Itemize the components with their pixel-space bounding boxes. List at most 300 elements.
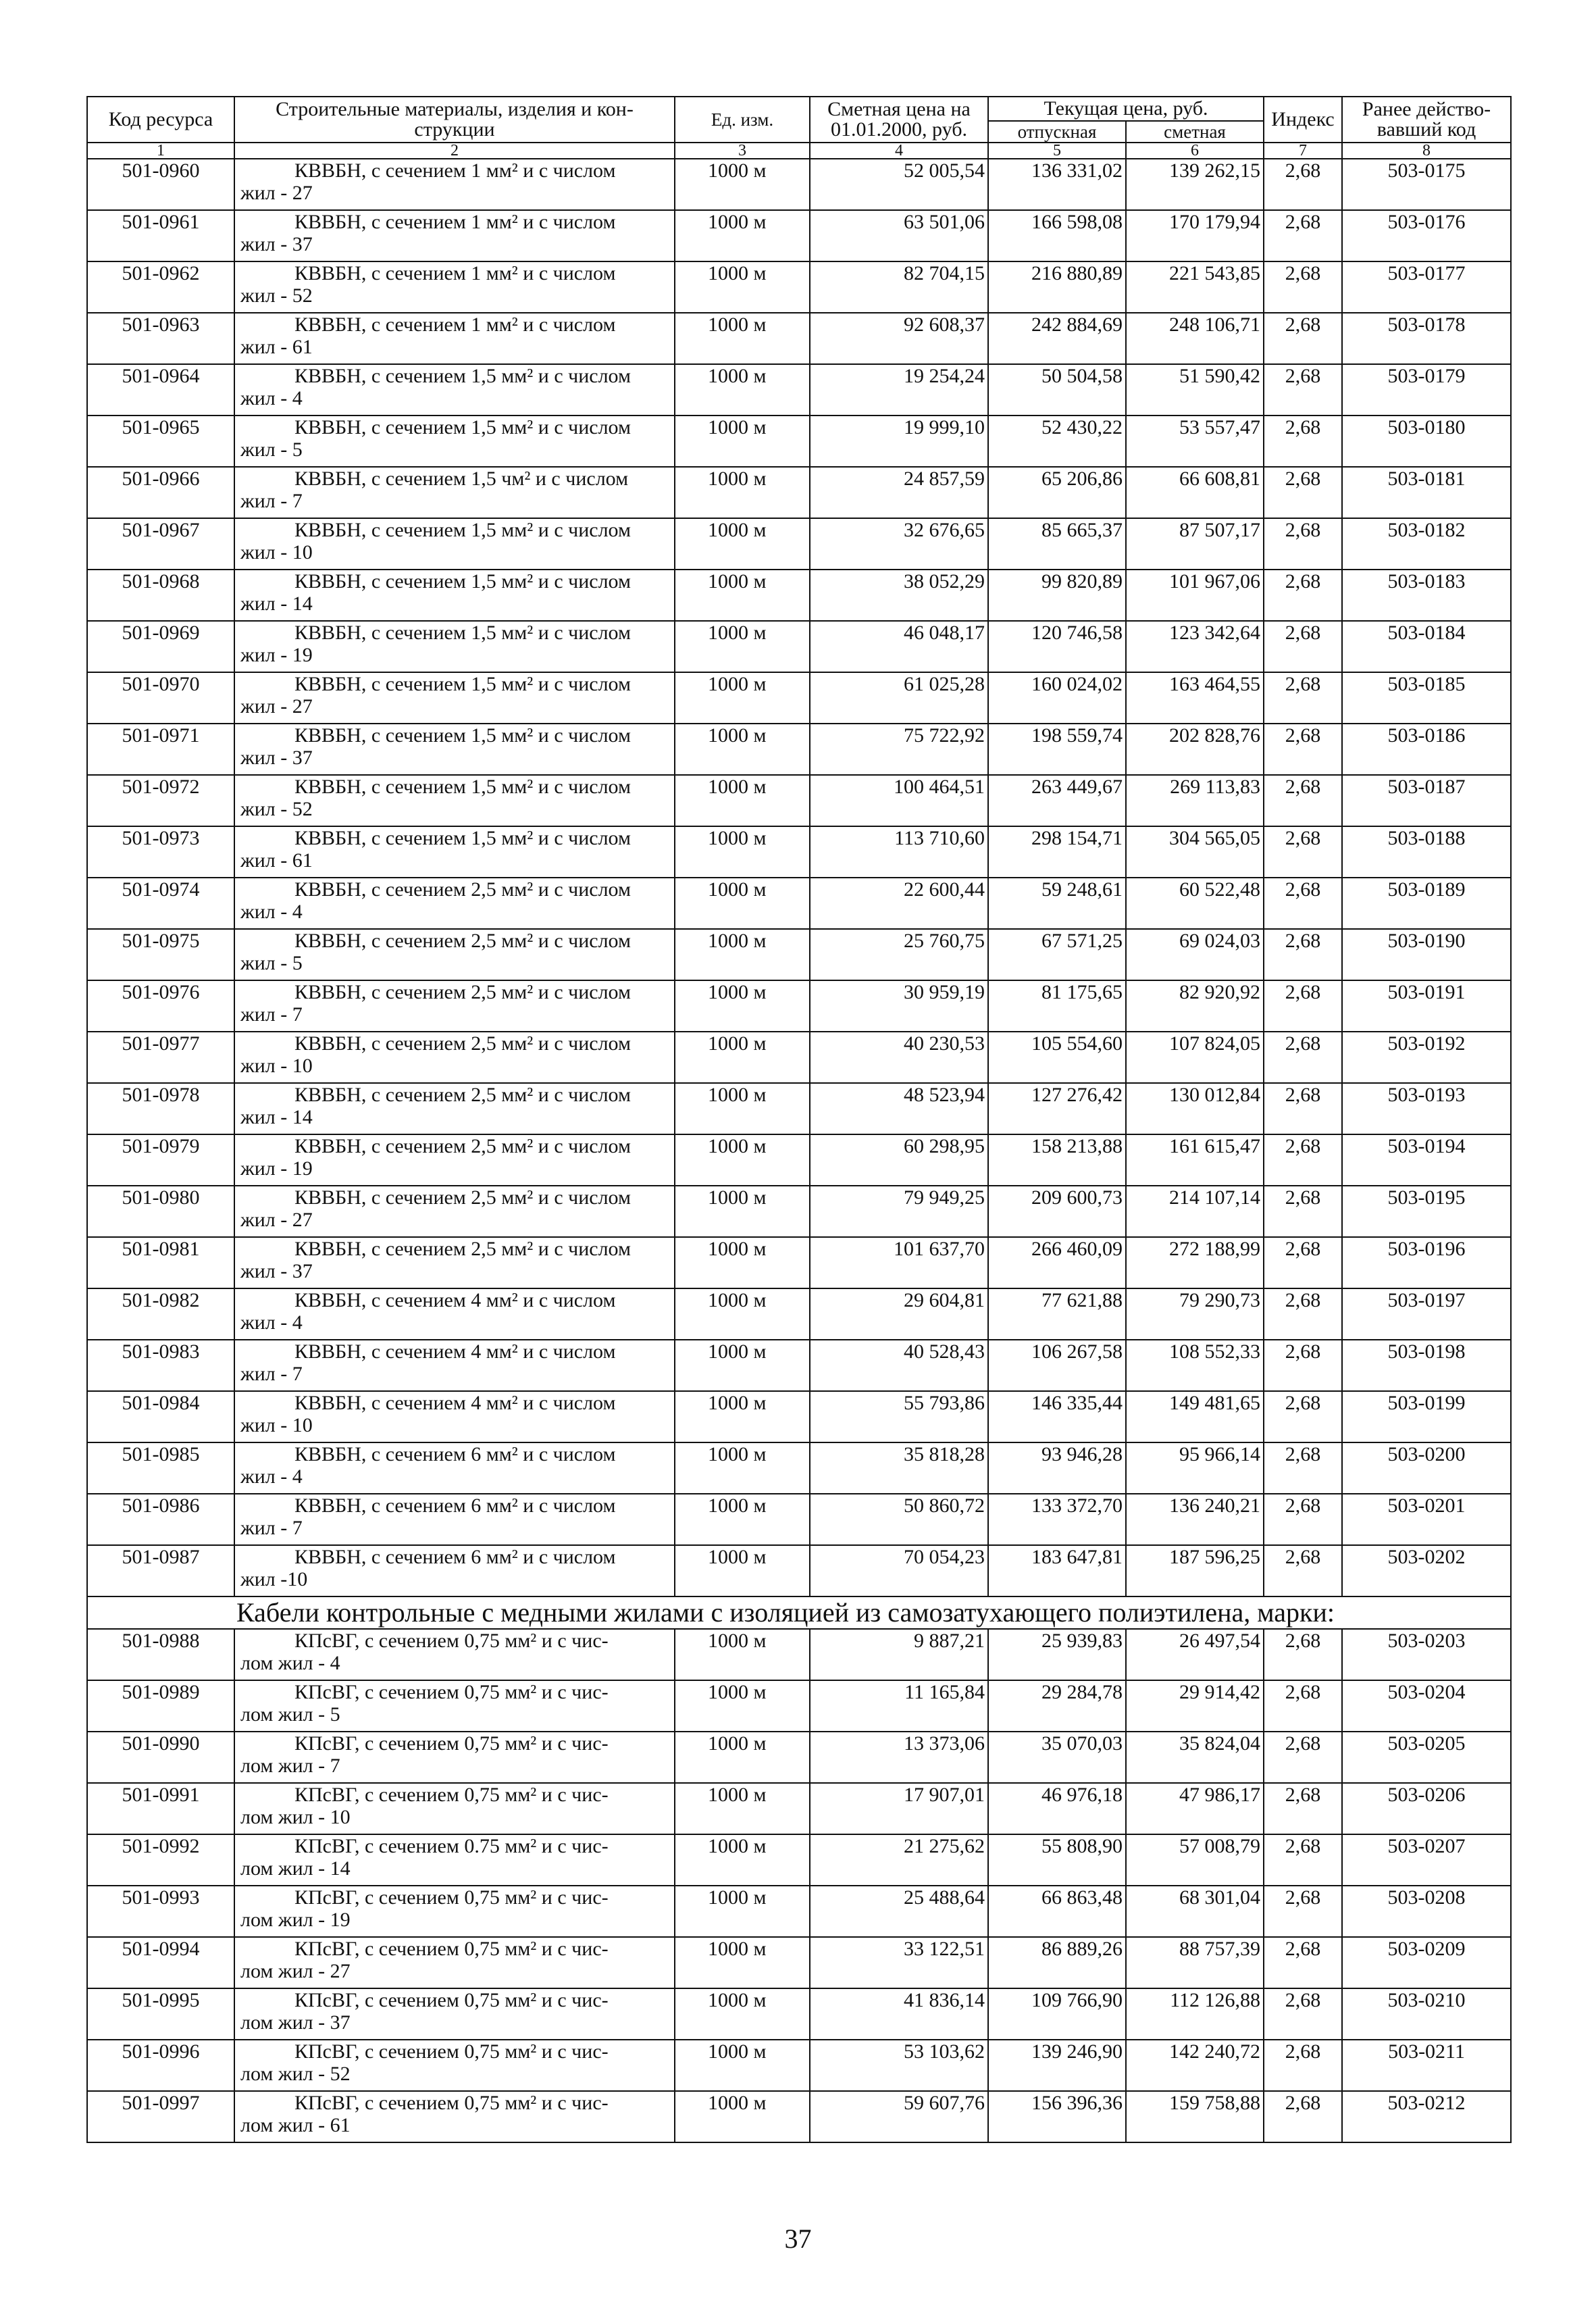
previous-code: 503-0178 [1342,313,1511,364]
release-price: 50 504,58 [988,364,1126,416]
material-name-line2: жил - 27 [240,1209,313,1231]
price-index: 2,68 [1264,2040,1342,2091]
price-table [86,96,1512,2143]
resource-code: 501-0965 [87,416,234,467]
unit: 1000 м [675,1783,810,1834]
price-index: 2,68 [1264,878,1342,929]
table-row [87,775,1511,826]
previous-code: 503-0195 [1342,1186,1511,1237]
section-row [87,1596,1511,1629]
material-name-line2: лом жил - 52 [240,2063,351,2085]
material-name [234,1391,675,1442]
previous-code: 503-0204 [1342,1680,1511,1732]
material-name-line1: КВВБН, с сечением 1,5 мм² и с числом [294,776,631,798]
material-name-line1: КВВБН, с сечением 6 мм² и с числом [294,1443,616,1465]
price-2000: 61 025,28 [810,672,988,724]
material-name-line1: КВВБН, с сечением 1,5 мм² и с числом [294,724,631,747]
column-number: 2 [234,143,675,159]
unit: 1000 м [675,570,810,621]
material-name [234,724,675,775]
price-index: 2,68 [1264,313,1342,364]
table-row [87,1937,1511,1988]
material-name-line1: КПсВГ, с сечением 0,75 мм² и с чис- [294,1630,609,1652]
material-name-line2: лом жил - 5 [240,1703,340,1726]
price-2000: 17 907,01 [810,1783,988,1834]
table-row [87,210,1511,261]
price-2000: 11 165,84 [810,1680,988,1732]
price-index: 2,68 [1264,210,1342,261]
header-estimate-price: сметная [1126,121,1264,143]
estimate-price: 130 012,84 [1126,1083,1264,1134]
table-row [87,1442,1511,1494]
resource-code: 501-0976 [87,980,234,1032]
price-2000: 113 710,60 [810,826,988,878]
previous-code: 503-0202 [1342,1545,1511,1596]
material-name [234,1083,675,1134]
resource-code: 501-0977 [87,1032,234,1083]
resource-code: 501-0993 [87,1886,234,1937]
material-name-line2: лом жил - 61 [240,2114,351,2136]
unit: 1000 м [675,1937,810,1988]
price-table-container [86,96,1510,2143]
table-row [87,2091,1511,2142]
price-2000: 100 464,51 [810,775,988,826]
release-price: 81 175,65 [988,980,1126,1032]
resource-code: 501-0979 [87,1134,234,1186]
price-index: 2,68 [1264,1288,1342,1340]
price-2000: 24 857,59 [810,467,988,518]
release-price: 160 024,02 [988,672,1126,724]
resource-code: 501-0961 [87,210,234,261]
estimate-price: 112 126,88 [1126,1988,1264,2040]
material-name [234,1032,675,1083]
material-name [234,416,675,467]
unit: 1000 м [675,1134,810,1186]
price-2000: 30 959,19 [810,980,988,1032]
material-name-line2: жил - 61 [240,849,313,872]
material-name-line2: лом жил - 14 [240,1857,351,1880]
resource-code: 501-0983 [87,1340,234,1391]
resource-code: 501-0973 [87,826,234,878]
estimate-price: 269 113,83 [1126,775,1264,826]
unit: 1000 м [675,518,810,570]
material-name-line1: КВВБН, с сечением 2,5 мм² и с числом [294,1238,631,1260]
unit: 1000 м [675,313,810,364]
price-index: 2,68 [1264,929,1342,980]
material-name-line1: КВВБН, с сечением 1 мм² и с числом [294,313,616,336]
price-index: 2,68 [1264,980,1342,1032]
price-2000: 38 052,29 [810,570,988,621]
header-price-2000: Сметная цена на 01.01.2000, руб. [810,97,988,143]
material-name-line2: жил - 7 [240,490,303,512]
material-name-line1: КВВБН, с сечением 2,5 мм² и с числом [294,1032,631,1055]
material-name-line1: КПсВГ, с сечением 0,75 мм² и с чис- [294,1886,609,1909]
material-name-line2: жил - 14 [240,593,313,615]
material-name [234,1134,675,1186]
previous-code: 503-0209 [1342,1937,1511,1988]
material-name-line2: жил - 7 [240,1003,303,1026]
price-2000: 29 604,81 [810,1288,988,1340]
release-price: 139 246,90 [988,2040,1126,2091]
estimate-price: 272 188,99 [1126,1237,1264,1288]
resource-code: 501-0972 [87,775,234,826]
estimate-price: 35 824,04 [1126,1732,1264,1783]
resource-code: 501-0997 [87,2091,234,2142]
unit: 1000 м [675,929,810,980]
release-price: 109 766,90 [988,1988,1126,2040]
table-row [87,1288,1511,1340]
release-price: 86 889,26 [988,1937,1126,1988]
price-2000: 92 608,37 [810,313,988,364]
unit: 1000 м [675,2091,810,2142]
price-2000: 13 373,06 [810,1732,988,1783]
table-row [87,672,1511,724]
price-index: 2,68 [1264,1988,1342,2040]
table-row [87,1083,1511,1134]
table-row [87,313,1511,364]
previous-code: 503-0187 [1342,775,1511,826]
material-name-line1: КВВБН, с сечением 2,5 мм² и с числом [294,1084,631,1106]
column-number: 5 [988,143,1126,159]
material-name-line2: лом жил - 27 [240,1960,351,1982]
previous-code: 503-0193 [1342,1083,1511,1134]
header-index: Индекс [1264,97,1342,143]
previous-code: 503-0197 [1342,1288,1511,1340]
resource-code: 501-0986 [87,1494,234,1545]
material-name-line1: КВВБН, с сечением 1 мм² и с числом [294,262,616,284]
material-name-line2: жил - 37 [240,233,313,255]
release-price: 46 976,18 [988,1783,1126,1834]
estimate-price: 202 828,76 [1126,724,1264,775]
header-previous-code: Ранее действо-вавший код [1342,97,1511,143]
estimate-price: 108 552,33 [1126,1340,1264,1391]
unit: 1000 м [675,878,810,929]
estimate-price: 161 615,47 [1126,1134,1264,1186]
material-name-line2: жил - 4 [240,387,303,409]
estimate-price: 149 481,65 [1126,1391,1264,1442]
unit: 1000 м [675,1886,810,1937]
material-name-line1: КПсВГ, с сечением 0,75 мм² и с чис- [294,1938,609,1960]
resource-code: 501-0963 [87,313,234,364]
material-name-line1: КВВБН, с сечением 2,5 мм² и с числом [294,1186,631,1209]
price-index: 2,68 [1264,1494,1342,1545]
release-price: 183 647,81 [988,1545,1126,1596]
price-2000: 59 607,76 [810,2091,988,2142]
previous-code: 503-0203 [1342,1629,1511,1680]
unit: 1000 м [675,621,810,672]
price-2000: 63 501,06 [810,210,988,261]
release-price: 25 939,83 [988,1629,1126,1680]
material-name-line2: жил - 14 [240,1106,313,1128]
table-body [87,159,1511,2142]
estimate-price: 304 565,05 [1126,826,1264,878]
release-price: 55 808,90 [988,1834,1126,1886]
page-number: 37 [784,2223,812,2254]
unit: 1000 м [675,467,810,518]
resource-code: 501-0968 [87,570,234,621]
estimate-price: 142 240,72 [1126,2040,1264,2091]
estimate-price: 57 008,79 [1126,1834,1264,1886]
material-name-line2: жил - 5 [240,952,303,974]
material-name-line2: жил - 10 [240,1414,313,1436]
previous-code: 503-0186 [1342,724,1511,775]
material-name-line2: жил - 37 [240,747,313,769]
column-numbers-row [87,143,1511,159]
material-name-line2: жил - 7 [240,1363,303,1385]
table-row [87,518,1511,570]
material-name-line2: лом жил - 37 [240,2011,351,2034]
table-row [87,1340,1511,1391]
material-name [234,1237,675,1288]
material-name [234,467,675,518]
price-index: 2,68 [1264,1783,1342,1834]
price-index: 2,68 [1264,826,1342,878]
material-name-line1: КВВБН, с сечением 6 мм² и с числом [294,1546,616,1568]
unit: 1000 м [675,1680,810,1732]
material-name-line2: жил - 27 [240,182,313,204]
previous-code: 503-0208 [1342,1886,1511,1937]
previous-code: 503-0179 [1342,364,1511,416]
table-row [87,826,1511,878]
previous-code: 503-0206 [1342,1783,1511,1834]
release-price: 133 372,70 [988,1494,1126,1545]
material-name-line2: жил - 10 [240,541,313,563]
price-index: 2,68 [1264,1134,1342,1186]
price-2000: 33 122,51 [810,1937,988,1988]
material-name-line1: КВВБН, с сечением 1,5 мм² и с числом [294,622,631,644]
estimate-price: 214 107,14 [1126,1186,1264,1237]
release-price: 146 335,44 [988,1391,1126,1442]
material-name-line2: жил - 27 [240,695,313,718]
section-title: Кабели контрольные с медными жилами с изоляцией из самозатухающего полиэтилена, марки: [87,1596,1511,1629]
material-name [234,1988,675,2040]
price-index: 2,68 [1264,1886,1342,1937]
material-name-line2: жил - 19 [240,1157,313,1180]
previous-code: 503-0199 [1342,1391,1511,1442]
material-name-line2: жил - 4 [240,901,303,923]
resource-code: 501-0995 [87,1988,234,2040]
material-name [234,1680,675,1732]
material-name [234,1783,675,1834]
previous-code: 503-0205 [1342,1732,1511,1783]
price-index: 2,68 [1264,364,1342,416]
material-name [234,826,675,878]
material-name-line1: КПсВГ, с сечением 0,75 мм² и с чис- [294,2040,609,2063]
material-name [234,159,675,210]
price-2000: 55 793,86 [810,1391,988,1442]
table-row [87,1494,1511,1545]
unit: 1000 м [675,775,810,826]
material-name-line1: КВВБН, с сечением 4 мм² и с числом [294,1289,616,1311]
material-name-line2: жил - 7 [240,1517,303,1539]
release-price: 166 598,08 [988,210,1126,261]
table-row [87,467,1511,518]
previous-code: 503-0182 [1342,518,1511,570]
unit: 1000 м [675,1732,810,1783]
material-name [234,621,675,672]
material-name-line1: КВВБН, с сечением 1,5 мм² и с числом [294,416,631,438]
estimate-price: 101 967,06 [1126,570,1264,621]
previous-code: 503-0201 [1342,1494,1511,1545]
resource-code: 501-0989 [87,1680,234,1732]
estimate-price: 82 920,92 [1126,980,1264,1032]
table-row [87,261,1511,313]
material-name-line1: КВВБН, с сечением 1,5 мм² и с числом [294,827,631,849]
price-index: 2,68 [1264,1083,1342,1134]
price-2000: 53 103,62 [810,2040,988,2091]
previous-code: 503-0189 [1342,878,1511,929]
material-name-line2: жил - 37 [240,1260,313,1282]
resource-code: 501-0984 [87,1391,234,1442]
resource-code: 501-0980 [87,1186,234,1237]
release-price: 65 206,86 [988,467,1126,518]
table-row [87,1834,1511,1886]
release-price: 52 430,22 [988,416,1126,467]
resource-code: 501-0964 [87,364,234,416]
release-price: 105 554,60 [988,1032,1126,1083]
price-2000: 19 254,24 [810,364,988,416]
unit: 1000 м [675,1032,810,1083]
estimate-price: 123 342,64 [1126,621,1264,672]
material-name-line2: жил - 52 [240,284,313,307]
estimate-price: 66 608,81 [1126,467,1264,518]
price-index: 2,68 [1264,1629,1342,1680]
material-name-line1: КПсВГ, с сечением 0,75 мм² и с чис- [294,1784,609,1806]
price-index: 2,68 [1264,1937,1342,1988]
price-2000: 48 523,94 [810,1083,988,1134]
release-price: 136 331,02 [988,159,1126,210]
material-name-line2: жил - 4 [240,1311,303,1334]
estimate-price: 60 522,48 [1126,878,1264,929]
material-name-line2: жил - 52 [240,798,313,820]
previous-code: 503-0196 [1342,1237,1511,1288]
previous-code: 503-0212 [1342,2091,1511,2142]
resource-code: 501-0981 [87,1237,234,1288]
release-price: 93 946,28 [988,1442,1126,1494]
unit: 1000 м [675,1545,810,1596]
price-index: 2,68 [1264,1732,1342,1783]
material-name [234,1886,675,1937]
price-2000: 19 999,10 [810,416,988,467]
column-number: 4 [810,143,988,159]
unit: 1000 м [675,724,810,775]
estimate-price: 221 543,85 [1126,261,1264,313]
price-2000: 75 722,92 [810,724,988,775]
price-index: 2,68 [1264,467,1342,518]
material-name-line1: КВВБН, с сечением 1,5 чм² и с числом [294,468,629,490]
price-index: 2,68 [1264,570,1342,621]
material-name-line1: КВВБН, с сечением 2,5 мм² и с числом [294,1135,631,1157]
table-row [87,1988,1511,2040]
unit: 1000 м [675,159,810,210]
previous-code: 503-0175 [1342,159,1511,210]
estimate-price: 26 497,54 [1126,1629,1264,1680]
material-name [234,1340,675,1391]
table-row [87,980,1511,1032]
material-name [234,1732,675,1783]
resource-code: 501-0967 [87,518,234,570]
column-number: 8 [1342,143,1511,159]
material-name-line2: жил - 61 [240,336,313,358]
material-name-line1: КПсВГ, с сечением 0,75 мм² и с чис- [294,1989,609,2011]
previous-code: 503-0191 [1342,980,1511,1032]
column-number: 7 [1264,143,1342,159]
resource-code: 501-0996 [87,2040,234,2091]
price-2000: 50 860,72 [810,1494,988,1545]
previous-code: 503-0210 [1342,1988,1511,2040]
estimate-price: 87 507,17 [1126,518,1264,570]
table-row [87,929,1511,980]
resource-code: 501-0991 [87,1783,234,1834]
unit: 1000 м [675,1988,810,2040]
table-row [87,878,1511,929]
resource-code: 501-0971 [87,724,234,775]
material-name-line2: лом жил - 4 [240,1652,340,1674]
material-name-line1: КВВБН, с сечением 1,5 мм² и с числом [294,570,631,593]
material-name-line2: лом жил - 7 [240,1755,340,1777]
resource-code: 501-0970 [87,672,234,724]
release-price: 85 665,37 [988,518,1126,570]
release-price: 263 449,67 [988,775,1126,826]
unit: 1000 м [675,416,810,467]
price-index: 2,68 [1264,518,1342,570]
table-row [87,1732,1511,1783]
header-unit: Ед. изм. [675,97,810,143]
previous-code: 503-0200 [1342,1442,1511,1494]
header-materials: Строительные материалы, изделия и кон-струкции [234,97,675,143]
table-row [87,1886,1511,1937]
release-price: 67 571,25 [988,929,1126,980]
estimate-price: 159 758,88 [1126,2091,1264,2142]
material-name [234,1937,675,1988]
resource-code: 501-0966 [87,467,234,518]
unit: 1000 м [675,1237,810,1288]
unit: 1000 м [675,210,810,261]
material-name-line2: жил - 4 [240,1465,303,1488]
material-name [234,2091,675,2142]
resource-code: 501-0985 [87,1442,234,1494]
price-2000: 46 048,17 [810,621,988,672]
release-price: 99 820,89 [988,570,1126,621]
header-release-price: отпускная [988,121,1126,143]
material-name-line2: лом жил - 10 [240,1806,351,1828]
resource-code: 501-0992 [87,1834,234,1886]
table-row [87,724,1511,775]
material-name-line2: жил - 19 [240,644,313,666]
estimate-price: 51 590,42 [1126,364,1264,416]
resource-code: 501-0974 [87,878,234,929]
header-code: Код ресурса [87,97,234,143]
table-row [87,1680,1511,1732]
material-name [234,2040,675,2091]
price-2000: 32 676,65 [810,518,988,570]
resource-code: 501-0969 [87,621,234,672]
previous-code: 503-0192 [1342,1032,1511,1083]
table-row [87,364,1511,416]
estimate-price: 88 757,39 [1126,1937,1264,1988]
resource-code: 501-0982 [87,1288,234,1340]
release-price: 156 396,36 [988,2091,1126,2142]
unit: 1000 м [675,826,810,878]
material-name-line1: КВВБН, с сечением 6 мм² и с числом [294,1494,616,1517]
price-index: 2,68 [1264,775,1342,826]
release-price: 66 863,48 [988,1886,1126,1937]
material-name-line2: жил -10 [240,1568,308,1590]
previous-code: 503-0207 [1342,1834,1511,1886]
price-index: 2,68 [1264,2091,1342,2142]
price-index: 2,68 [1264,1340,1342,1391]
material-name [234,672,675,724]
